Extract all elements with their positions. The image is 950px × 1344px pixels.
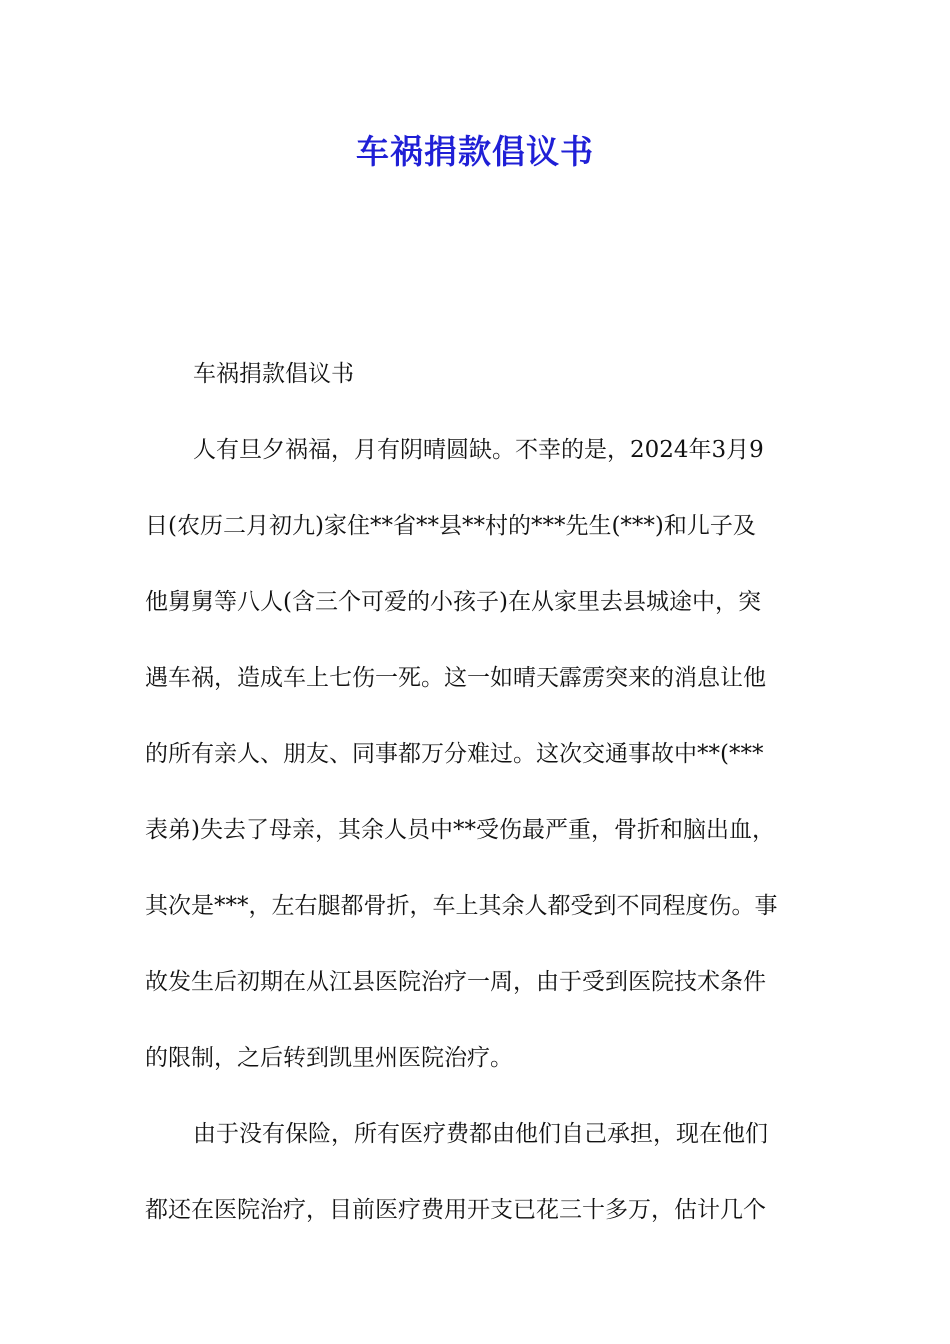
paragraph-line: 他舅舅等八人(含三个可爱的小孩子)在从家里去县城途中，突 [145,589,761,615]
document-body [145,336,807,1248]
document-heading: 车祸捐款倡议书 [193,361,354,387]
paragraph-line: 都还在医院治疗，目前医疗费用开支已花三十多万，估计几个 [145,1197,766,1223]
paragraph-line: 由于没有保险，所有医疗费都由他们自己承担，现在他们 [193,1121,768,1147]
paragraph-2 [145,1096,807,1248]
paragraph-line: 故发生后初期在从江县医院治疗一周，由于受到医院技术条件 [145,969,766,995]
paragraph-line: 的所有亲人、朋友、同事都万分难过。这次交通事故中**(*** [145,741,764,767]
paragraph-line: 日(农历二月初九)家住**省**县**村的***先生(***)和儿子及 [145,513,756,539]
document-title: 车祸捐款倡议书 [356,132,594,171]
paragraph-line: 其次是***，左右腿都骨折，车上其余人都受到不同程度伤。事 [145,893,778,919]
paragraph-1 [145,412,807,1096]
paragraph-line: 人有旦夕祸福，月有阴晴圆缺。不幸的是，2024年3月9 [193,437,764,463]
paragraph-line: 遇车祸，造成车上七伤一死。这一如晴天霹雳突来的消息让他 [145,665,766,691]
paragraph-line: 的限制，之后转到凯里州医院治疗。 [145,1045,513,1071]
paragraph-line: 表弟)失去了母亲，其余人员中**受伤最严重，骨折和脑出血， [145,817,775,843]
